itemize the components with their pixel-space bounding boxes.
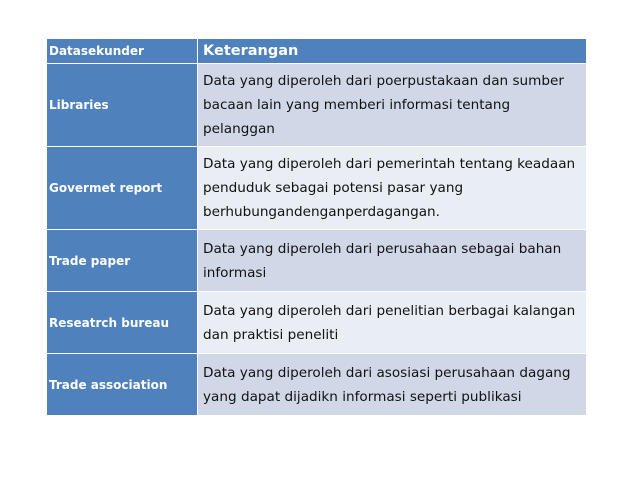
table-header-row — [47, 39, 587, 64]
table-row — [47, 64, 587, 147]
row-source: Reseatrch bureau — [47, 292, 198, 354]
table-row — [47, 230, 587, 292]
header-source: Datasekunder — [47, 39, 198, 64]
table-row — [47, 354, 587, 416]
secondary-data-table — [46, 38, 587, 416]
row-description: Data yang diperoleh dari pemerintah tentang keadaan penduduk sebagai potensi pasar yang berhubungandenganperdagangan. — [198, 147, 587, 230]
row-description: Data yang diperoleh dari asosiasi perusahaan dagang yang dapat dijadikn informasi seperti publikasi — [198, 354, 587, 416]
row-source: Trade association — [47, 354, 198, 416]
row-source: Libraries — [47, 64, 198, 147]
header-description: Keterangan — [198, 39, 587, 64]
row-source: Trade paper — [47, 230, 198, 292]
row-description: Data yang diperoleh dari penelitian berbagai kalangan dan praktisi peneliti — [198, 292, 587, 354]
table-row — [47, 292, 587, 354]
row-description: Data yang diperoleh dari perusahaan sebagai bahan informasi — [198, 230, 587, 292]
table-row — [47, 147, 587, 230]
row-description: Data yang diperoleh dari poerpustakaan dan sumber bacaan lain yang memberi informasi tentang pelanggan — [198, 64, 587, 147]
row-source: Govermet report — [47, 147, 198, 230]
